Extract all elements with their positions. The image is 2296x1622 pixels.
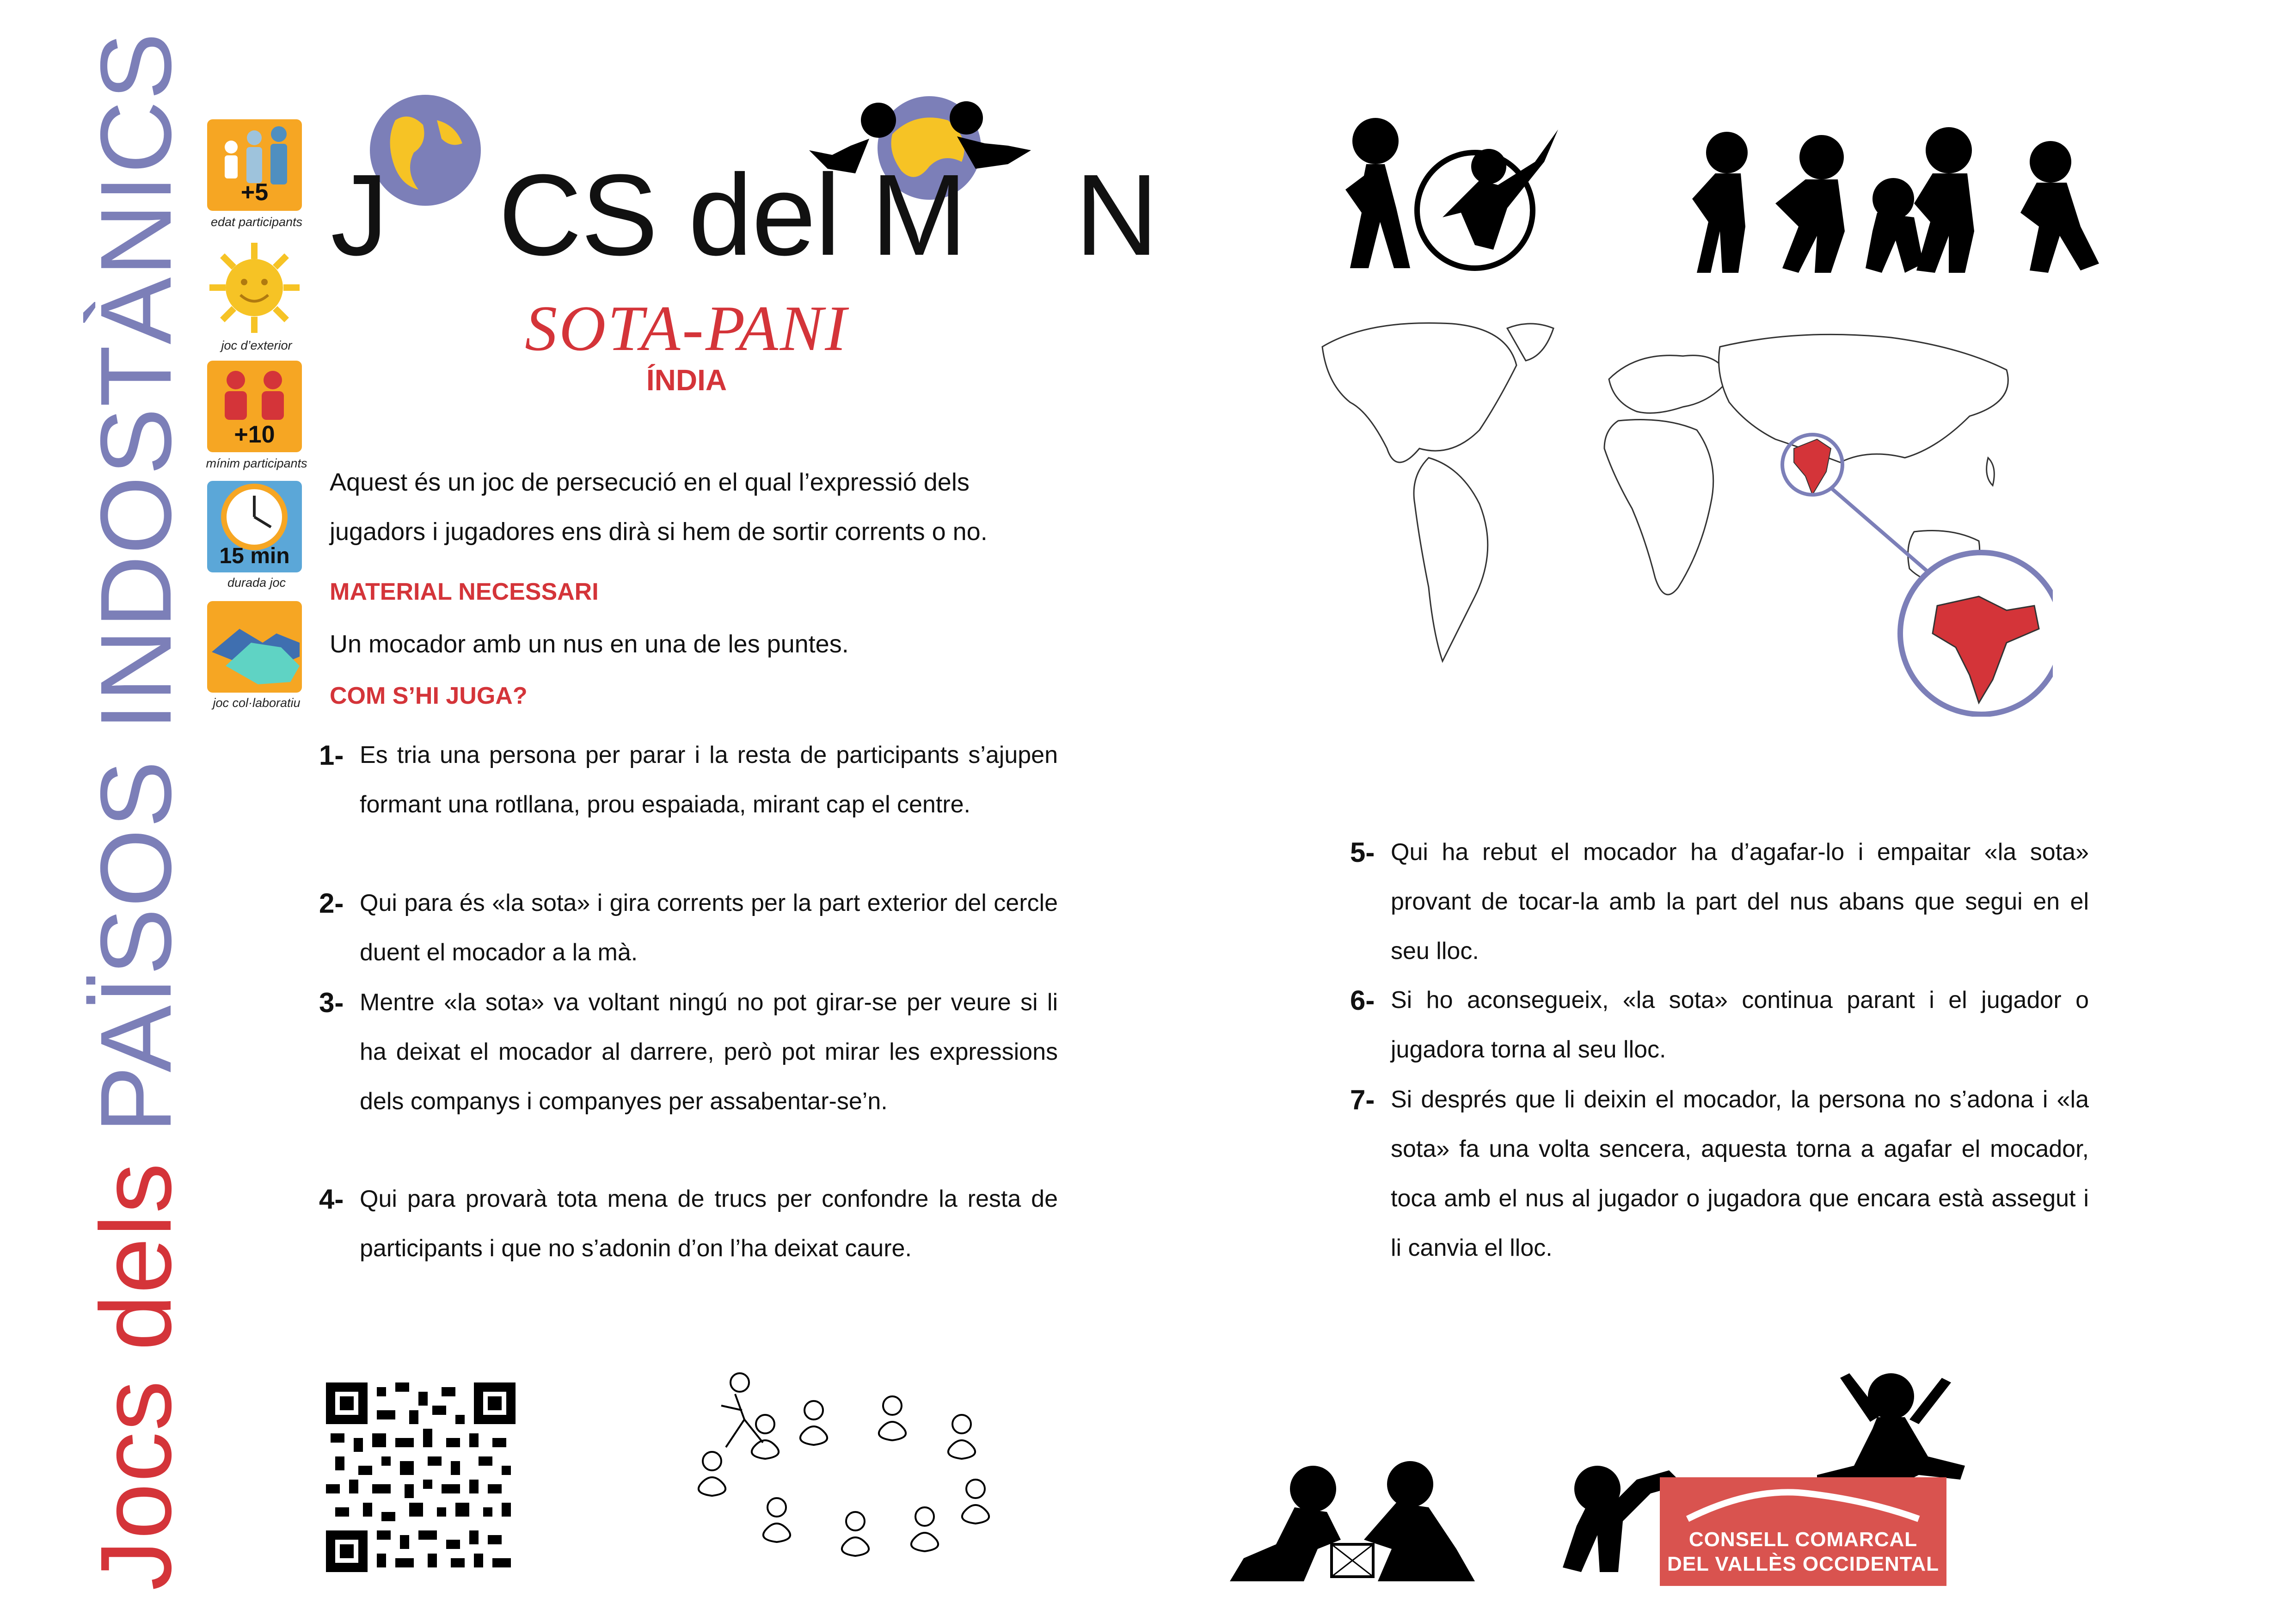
step-number: 1- — [319, 740, 344, 771]
council-logo — [1660, 1477, 1946, 1586]
step-number: 5- — [1350, 837, 1375, 868]
participants-icon — [207, 361, 302, 452]
participants-value: +10 — [234, 421, 275, 448]
council-logo-line1: CONSELL COMARCAL — [1688, 1528, 1918, 1551]
step-text: Qui para és «la sota» i gira corrents per la part exterior del cercle duent el mocador a la mà. — [360, 890, 1058, 966]
duration-caption: durada joc — [227, 576, 286, 590]
step-number: 7- — [1350, 1084, 1375, 1115]
game-country: ÍNDIA — [646, 363, 727, 397]
logo-title-part3: N — [1075, 150, 1158, 279]
duration-value: 15 min — [219, 544, 290, 568]
sitting-circle-illustration — [684, 1369, 1026, 1567]
game-name: SOTA-PANI — [525, 293, 848, 364]
step-text: Si ho aconsegueix, «la sota» continua parant i el jugador o jugadora torna al seu lloc. — [1391, 987, 2089, 1063]
qr-code[interactable] — [326, 1382, 516, 1572]
intro-text: Aquest és un joc de persecució en el qual l’expressió dels jugadors i jugadores ens dirà si hem de sortir corrents o no. — [330, 468, 988, 546]
age-value: +5 — [240, 179, 269, 206]
logo-title — [331, 150, 1158, 279]
logo-title-part2: CS del M — [498, 150, 967, 279]
participants-caption: mínim participants — [206, 456, 307, 470]
how-heading: COM S’HI JUGA? — [330, 682, 528, 709]
world-map — [1313, 310, 2053, 717]
side-title — [79, 31, 194, 1591]
side-title-part2: PAÏSOS INDOSTÀNICS — [80, 31, 192, 1133]
handshake-icon — [207, 601, 302, 693]
step-text: Mentre «la sota» va voltant ningú no pot girar-se per veure si li ha deixat el mocador al darrere, però pot mirar les expressions dels companys i companyes per assabentar-se’n. — [360, 989, 1058, 1115]
material-heading: MATERIAL NECESSARI — [330, 578, 599, 605]
kids-boardgame-illustration — [1225, 1456, 1484, 1586]
logo-title-part1: J — [331, 150, 387, 279]
side-title-part1: Jocs dels — [80, 1162, 192, 1591]
council-logo-line2: DEL VALLÈS OCCIDENTAL — [1667, 1553, 1940, 1575]
kids-chain-illustration — [1683, 111, 2127, 277]
kids-hoop-illustration — [1341, 111, 1572, 277]
step-text: Qui para provarà tota mena de trucs per confondre la resta de participants i que no s’adonin d’on l’ha deixat caure. — [360, 1186, 1058, 1262]
age-icon — [207, 119, 302, 211]
step-text: Qui ha rebut el mocador ha d’agafar-lo i empaitar «la sota» provant de tocar-la amb la part del nus abans que segui en el seu lloc. — [1391, 839, 2089, 965]
clock-icon — [207, 481, 302, 572]
collaborative-caption: joc col·laboratiu — [213, 696, 301, 710]
step-number: 4- — [319, 1184, 344, 1215]
sun-icon — [207, 240, 302, 335]
step-number: 6- — [1350, 985, 1375, 1016]
step-text: Es tria una persona per parar i la resta de participants s’ajupen formant una rotllana, prou espaiada, mirant cap el centre. — [360, 742, 1058, 818]
material-text: Un mocador amb un nus en una de les puntes. — [330, 630, 849, 658]
step-number: 2- — [319, 888, 344, 919]
age-caption: edat participants — [210, 215, 303, 229]
step-text: Si després que li deixin el mocador, la persona no s’adona i «la sota» fa una volta sencera, aquesta torna a agafar el mocador, toca amb el nus al jugador o jugadora que encara està assegut i li canvia el lloc. — [1391, 1086, 2089, 1261]
step-number: 3- — [319, 987, 344, 1018]
outdoor-caption: joc d’exterior — [221, 338, 292, 352]
